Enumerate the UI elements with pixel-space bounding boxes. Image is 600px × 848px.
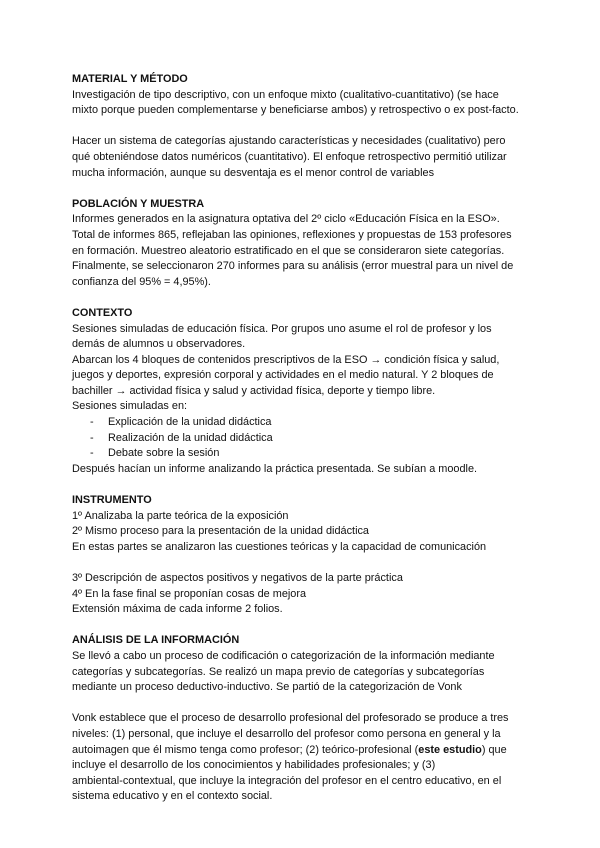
heading-poblacion-muestra: POBLACIÓN Y MUESTRA: [72, 197, 205, 210]
text-line: Vonk establece que el proceso de desarrollo profesional del profesorado se produce a tres: [72, 712, 509, 725]
text-line: demás de alumnos u observadores.: [72, 338, 246, 351]
text-fragment: ) que: [481, 743, 507, 756]
text-line: mediante un proceso deductivo-inductivo. Se partió de la categorización de Vonk: [72, 681, 462, 694]
paragraph-poblacion: [72, 212, 532, 290]
paragraph-codificacion: [72, 649, 532, 696]
text-line: Se llevó a cabo un proceso de codificación o categorización de la información mediante: [72, 649, 495, 662]
section-instrumento: [72, 493, 532, 618]
paragraph-instrumento-practica: [72, 571, 532, 618]
text-line: En estas partes se analizaron las cuestiones teóricas y la capacidad de comunicación: [72, 540, 487, 553]
text-line: Hacer un sistema de categorías ajustando características y necesidades (cualitativo) pero: [72, 135, 506, 148]
heading-material-metodo: MATERIAL Y MÉTODO: [72, 73, 188, 85]
text-line: categorías y subcategorías. Se realizó un mapa previo de categorías y subcategorías: [72, 665, 485, 678]
text-line: Sesiones simuladas de educación física. Por grupos uno asume el rol de profesor y los: [72, 322, 492, 335]
text-line: Sesiones simuladas en:: [72, 400, 188, 413]
heading-analisis: ANÁLISIS DE LA INFORMACIÓN: [72, 634, 240, 647]
list-item: - Explicación de la unidad didáctica: [90, 415, 532, 431]
text-line: bachiller → actividad física y salud y actividad física, deporte y tiempo libre.: [72, 384, 436, 397]
paragraph-gap: [72, 696, 532, 712]
text-line: 3º Descripción de aspectos positivos y negativos de la parte práctica: [72, 572, 403, 584]
text-fragment: autoimagen que él mismo tenga como profesor; (2) teórico-profesional (: [72, 743, 419, 756]
paragraph-contexto: [72, 322, 532, 416]
paragraph-gap: [72, 119, 532, 135]
text-line: 2º Mismo proceso para la presentación de la unidad didáctica: [72, 525, 369, 538]
text-line: ambiental-contextual, que incluye la integración del profesor en el centro educativo, en el: [72, 774, 502, 787]
text-line: juegos y deportes, expresión corporal y actividades en el medio natural. Y 2 bloques de: [72, 369, 494, 382]
document-page: [72, 72, 532, 821]
list-item: - Realización de la unidad didáctica: [90, 431, 532, 447]
text-line: Abarcan los 4 bloques de contenidos prescriptivos de la ESO → condición física y salud,: [72, 353, 500, 366]
text-line: niveles: (1) personal, que incluye el desarrollo del profesor como persona en general y la: [72, 727, 501, 740]
paragraph-sistema-categorias: [72, 134, 532, 181]
text-line: 4º En la fase final se proponían cosas de mejora: [72, 587, 307, 600]
paragraph-gap: [72, 555, 532, 571]
paragraph-informe: Después hacían un informe analizando la práctica presentada. Se subían a moodle.: [72, 462, 478, 475]
text-line: incluye el desarrollo de los conocimientos y habilidades profesionales; y (3): [72, 759, 436, 772]
text-line: mucha información, aunque su desventaja es el menor control de variables: [72, 166, 435, 179]
text-line: Investigación de tipo descriptivo, con un enfoque mixto (cualitativo-cuantitativo) (se hace: [72, 88, 499, 101]
paragraph-vonk: [72, 711, 532, 805]
text-line: Finalmente, se seleccionaron 270 informes para su análisis (error muestral para un nivel de: [72, 260, 514, 273]
list-item: - Debate sobre la sesión: [90, 446, 532, 462]
text-line: 1º Analizaba la parte teórica de la exposición: [72, 509, 289, 522]
text-line: qué obteniéndose datos numéricos (cuantitativo). El enfoque retrospectivo permitió utilizar: [72, 150, 507, 163]
paragraph-tipo-investigacion: [72, 88, 532, 119]
sesiones-list: [72, 415, 532, 462]
section-analisis: [72, 633, 532, 805]
heading-instrumento: INSTRUMENTO: [72, 494, 152, 507]
heading-contexto: CONTEXTO: [72, 306, 133, 319]
text-line: Extensión máxima de cada informe 2 folios.: [72, 603, 283, 616]
text-line: [72, 743, 532, 759]
text-line: mixto porque pueden complementarse y beneficiarse ambos) y retrospectivo o ex post-facto.: [72, 104, 519, 117]
section-poblacion-muestra: [72, 197, 532, 291]
section-material-metodo: [72, 72, 532, 181]
emphasis-este-estudio: este estudio: [418, 743, 482, 756]
text-line: sistema educativo y en el contexto social.: [72, 790, 273, 803]
text-line: en formación. Muestreo aleatorio estratificado en el que se consideraron siete categorías.: [72, 244, 505, 257]
section-contexto: [72, 306, 532, 478]
text-line: Informes generados en la asignatura optativa del 2º ciclo «Educación Física en la ESO».: [72, 213, 500, 226]
text-line: Total de informes 865, reflejaban las opiniones, reflexiones y propuestas de 153 profesores: [72, 228, 512, 241]
paragraph-instrumento-teoria: [72, 509, 532, 556]
text-line: confianza del 95% = 4,95%).: [72, 275, 211, 288]
